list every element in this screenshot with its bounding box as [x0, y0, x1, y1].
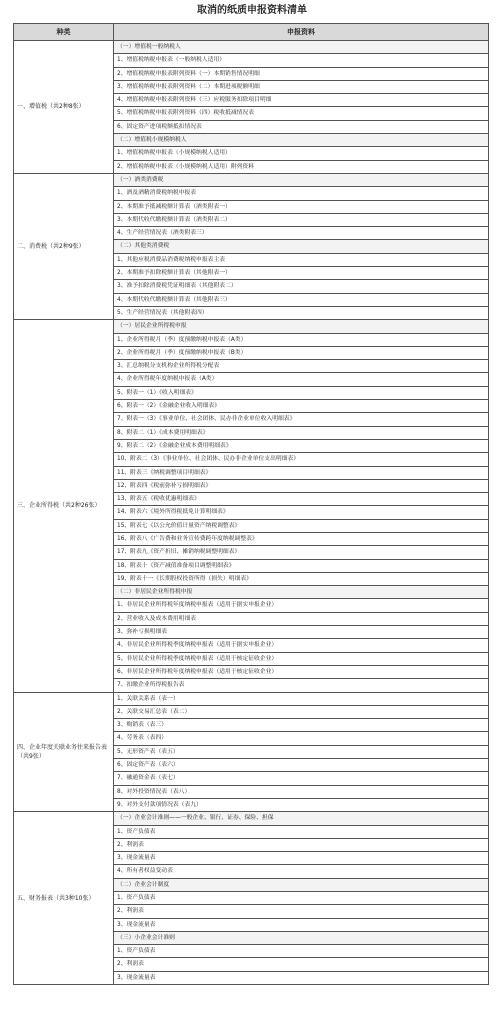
material-item: 6、固定资产表（表六）	[114, 759, 489, 772]
material-item: 17、附表九《资产折旧、摊销纳税调整明细表》	[114, 546, 489, 559]
material-item: 1、增值税纳税申报表（小规模纳税人适用）	[114, 147, 489, 160]
material-item: 4、增值税纳税申报表附列资料（三）应税服务扣除项目明细	[114, 94, 489, 107]
material-item: 2、利润表	[114, 958, 489, 971]
material-item: 2、利润表	[114, 838, 489, 851]
group-heading: （一）居民企业所得税申报	[114, 320, 489, 333]
group-heading: （一）企业会计准则——一般企业、银行、证券、保险、担保	[114, 812, 489, 825]
material-item: 3、准予扣除消费税凭证明细表（其他附表二）	[114, 280, 489, 293]
material-item: 2、企业所得税月（季）度预缴纳税申报表（B类）	[114, 346, 489, 359]
table-row	[14, 692, 489, 705]
header-category: 种类	[14, 24, 114, 41]
material-item: 5、增值税纳税申报表附列资料（四）税收抵减情况表	[114, 107, 489, 120]
material-item: 3、现金流量表	[114, 971, 489, 984]
material-item: 18、附表十《资产减值准备项目调整明细表》	[114, 559, 489, 572]
group-heading: （一）增值税一般纳税人	[114, 41, 489, 54]
material-item: 1、企业所得税月（季）度预缴纳税申报表（A类）	[114, 333, 489, 346]
material-item: 5、附表一（1）《收入明细表》	[114, 386, 489, 399]
table-body	[14, 41, 489, 985]
material-item: 1、增值税纳税申报表（一般纳税人适用）	[114, 54, 489, 67]
group-heading: （一）酒类消费税	[114, 173, 489, 186]
material-item: 2、营业收入及成本费用明细表	[114, 612, 489, 625]
header-row	[14, 24, 489, 41]
table-group-row	[14, 320, 489, 333]
material-item: 7、附表一（3）《事业单位、社会团体、民办非企业单位收入明细表》	[114, 413, 489, 426]
material-item: 6、附表一（2）《金融企业收入明细表》	[114, 400, 489, 413]
material-item: 19、附表十一《长期股权投资所得（损失）明细表》	[114, 572, 489, 585]
material-item: 13、附表五《税收优惠明细表》	[114, 493, 489, 506]
material-item: 5、无形资产表（表五）	[114, 745, 489, 758]
group-heading: （二）其他类消费税	[114, 240, 489, 253]
group-heading: （二）增值税小规模纳税人	[114, 134, 489, 147]
material-item: 5、生产经营情况表（其他附表四）	[114, 306, 489, 319]
material-item: 2、本期准予扣除税额计算表（其他附表一）	[114, 267, 489, 280]
material-item: 2、增值税纳税申报表附列资料（一）本期销售情况明细	[114, 67, 489, 80]
material-item: 15、附表七《以公允价值计量资产纳税调整表》	[114, 519, 489, 532]
material-item: 3、购销表（表三）	[114, 719, 489, 732]
material-item: 4、非居民企业所得税季度纳税申报表（适用于据实申报企业）	[114, 639, 489, 652]
page-title: 取消的纸质申报资料清单	[197, 5, 307, 16]
material-item: 2、关联交易汇总表（表二）	[114, 705, 489, 718]
document-table	[13, 23, 489, 985]
category-cell: 二、消费税（共2种9张）	[14, 173, 114, 319]
table-group-row	[14, 41, 489, 54]
category-cell: 三、企业所得税（共2种26张）	[14, 320, 114, 692]
material-item: 3、汇总纳税分支机构企业所得税分配表	[114, 360, 489, 373]
material-item: 8、对外投资情况表（表八）	[114, 785, 489, 798]
material-item: 3、现金流量表	[114, 918, 489, 931]
material-item: 3、本期代收代缴税额计算表（酒类附表二）	[114, 213, 489, 226]
material-item: 9、对外支付款项情况表（表九）	[114, 798, 489, 811]
material-item: 10、附表二（3）《事业单位、社会团体、民办非企业单位支出明细表》	[114, 453, 489, 466]
header-materials: 申报资料	[114, 24, 489, 41]
material-item: 8、附表二（1）《成本费用明细表》	[114, 426, 489, 439]
material-item: 1、其他应税消费品消费税纳税申报表主表	[114, 253, 489, 266]
material-item: 2、本期准予抵减税额计算表（酒类附表一）	[114, 200, 489, 213]
material-item: 11、附表三《纳税调整项目明细表》	[114, 466, 489, 479]
material-item: 2、增值税纳税申报表（小规模纳税人适用）附列资料	[114, 160, 489, 173]
material-item: 4、所有者权益变动表	[114, 865, 489, 878]
category-cell: 五、财务报表（共3种10张）	[14, 812, 114, 985]
group-heading: （二）企业会计制度	[114, 878, 489, 891]
category-cell: 四、企业年度关联业务往来报告表（共9张）	[14, 692, 114, 812]
table-group-row	[14, 173, 489, 186]
group-heading: （二）非居民企业所得税申报	[114, 586, 489, 599]
table-group-row	[14, 812, 489, 825]
material-item: 4、劳务表（表四）	[114, 732, 489, 745]
material-item: 7、融通资金表（表七）	[114, 772, 489, 785]
material-item: 4、企业所得税年度纳税申报表（A类）	[114, 373, 489, 386]
material-item: 3、弥补亏损明细表	[114, 626, 489, 639]
material-item: 1、非居民企业所得税年度纳税申报表（适用于据实申报企业）	[114, 599, 489, 612]
material-item: 12、附表四《税前弥补亏损明细表》	[114, 479, 489, 492]
material-item: 1、资产负债表	[114, 825, 489, 838]
material-item: 7、扣缴企业所得税报告表	[114, 679, 489, 692]
material-item: 1、酒及酒精消费税纳税申报表	[114, 187, 489, 200]
material-item: 14、附表六《境外所得税抵免计算明细表》	[114, 506, 489, 519]
material-item: 4、生产经营情况表（酒类附表三）	[114, 227, 489, 240]
material-item: 5、非居民企业所得税季度纳税申报表（适用于核定征收企业）	[114, 652, 489, 665]
material-item: 1、关联关系表（表一）	[114, 692, 489, 705]
material-item: 16、附表八《广告费和业务宣传费跨年度纳税调整表》	[114, 532, 489, 545]
material-item: 6、固定资产进项税额抵扣情况表	[114, 120, 489, 133]
category-cell: 一、增值税（共2种8张）	[14, 41, 114, 174]
material-item: 1、资产负债表	[114, 945, 489, 958]
material-item: 2、利润表	[114, 905, 489, 918]
material-item: 3、增值税纳税申报表附列资料（二）本期进项税额明细	[114, 80, 489, 93]
group-heading: （三）小企业会计准则	[114, 931, 489, 944]
material-item: 6、非居民企业所得税年度纳税申报表（适用于核定征收企业）	[114, 665, 489, 678]
material-item: 4、本期代收代缴税额计算表（其他附表三）	[114, 293, 489, 306]
material-item: 9、附表二（2）《金融企业成本费用明细表》	[114, 439, 489, 452]
material-item: 3、现金流量表	[114, 852, 489, 865]
material-item: 1、资产负债表	[114, 892, 489, 905]
